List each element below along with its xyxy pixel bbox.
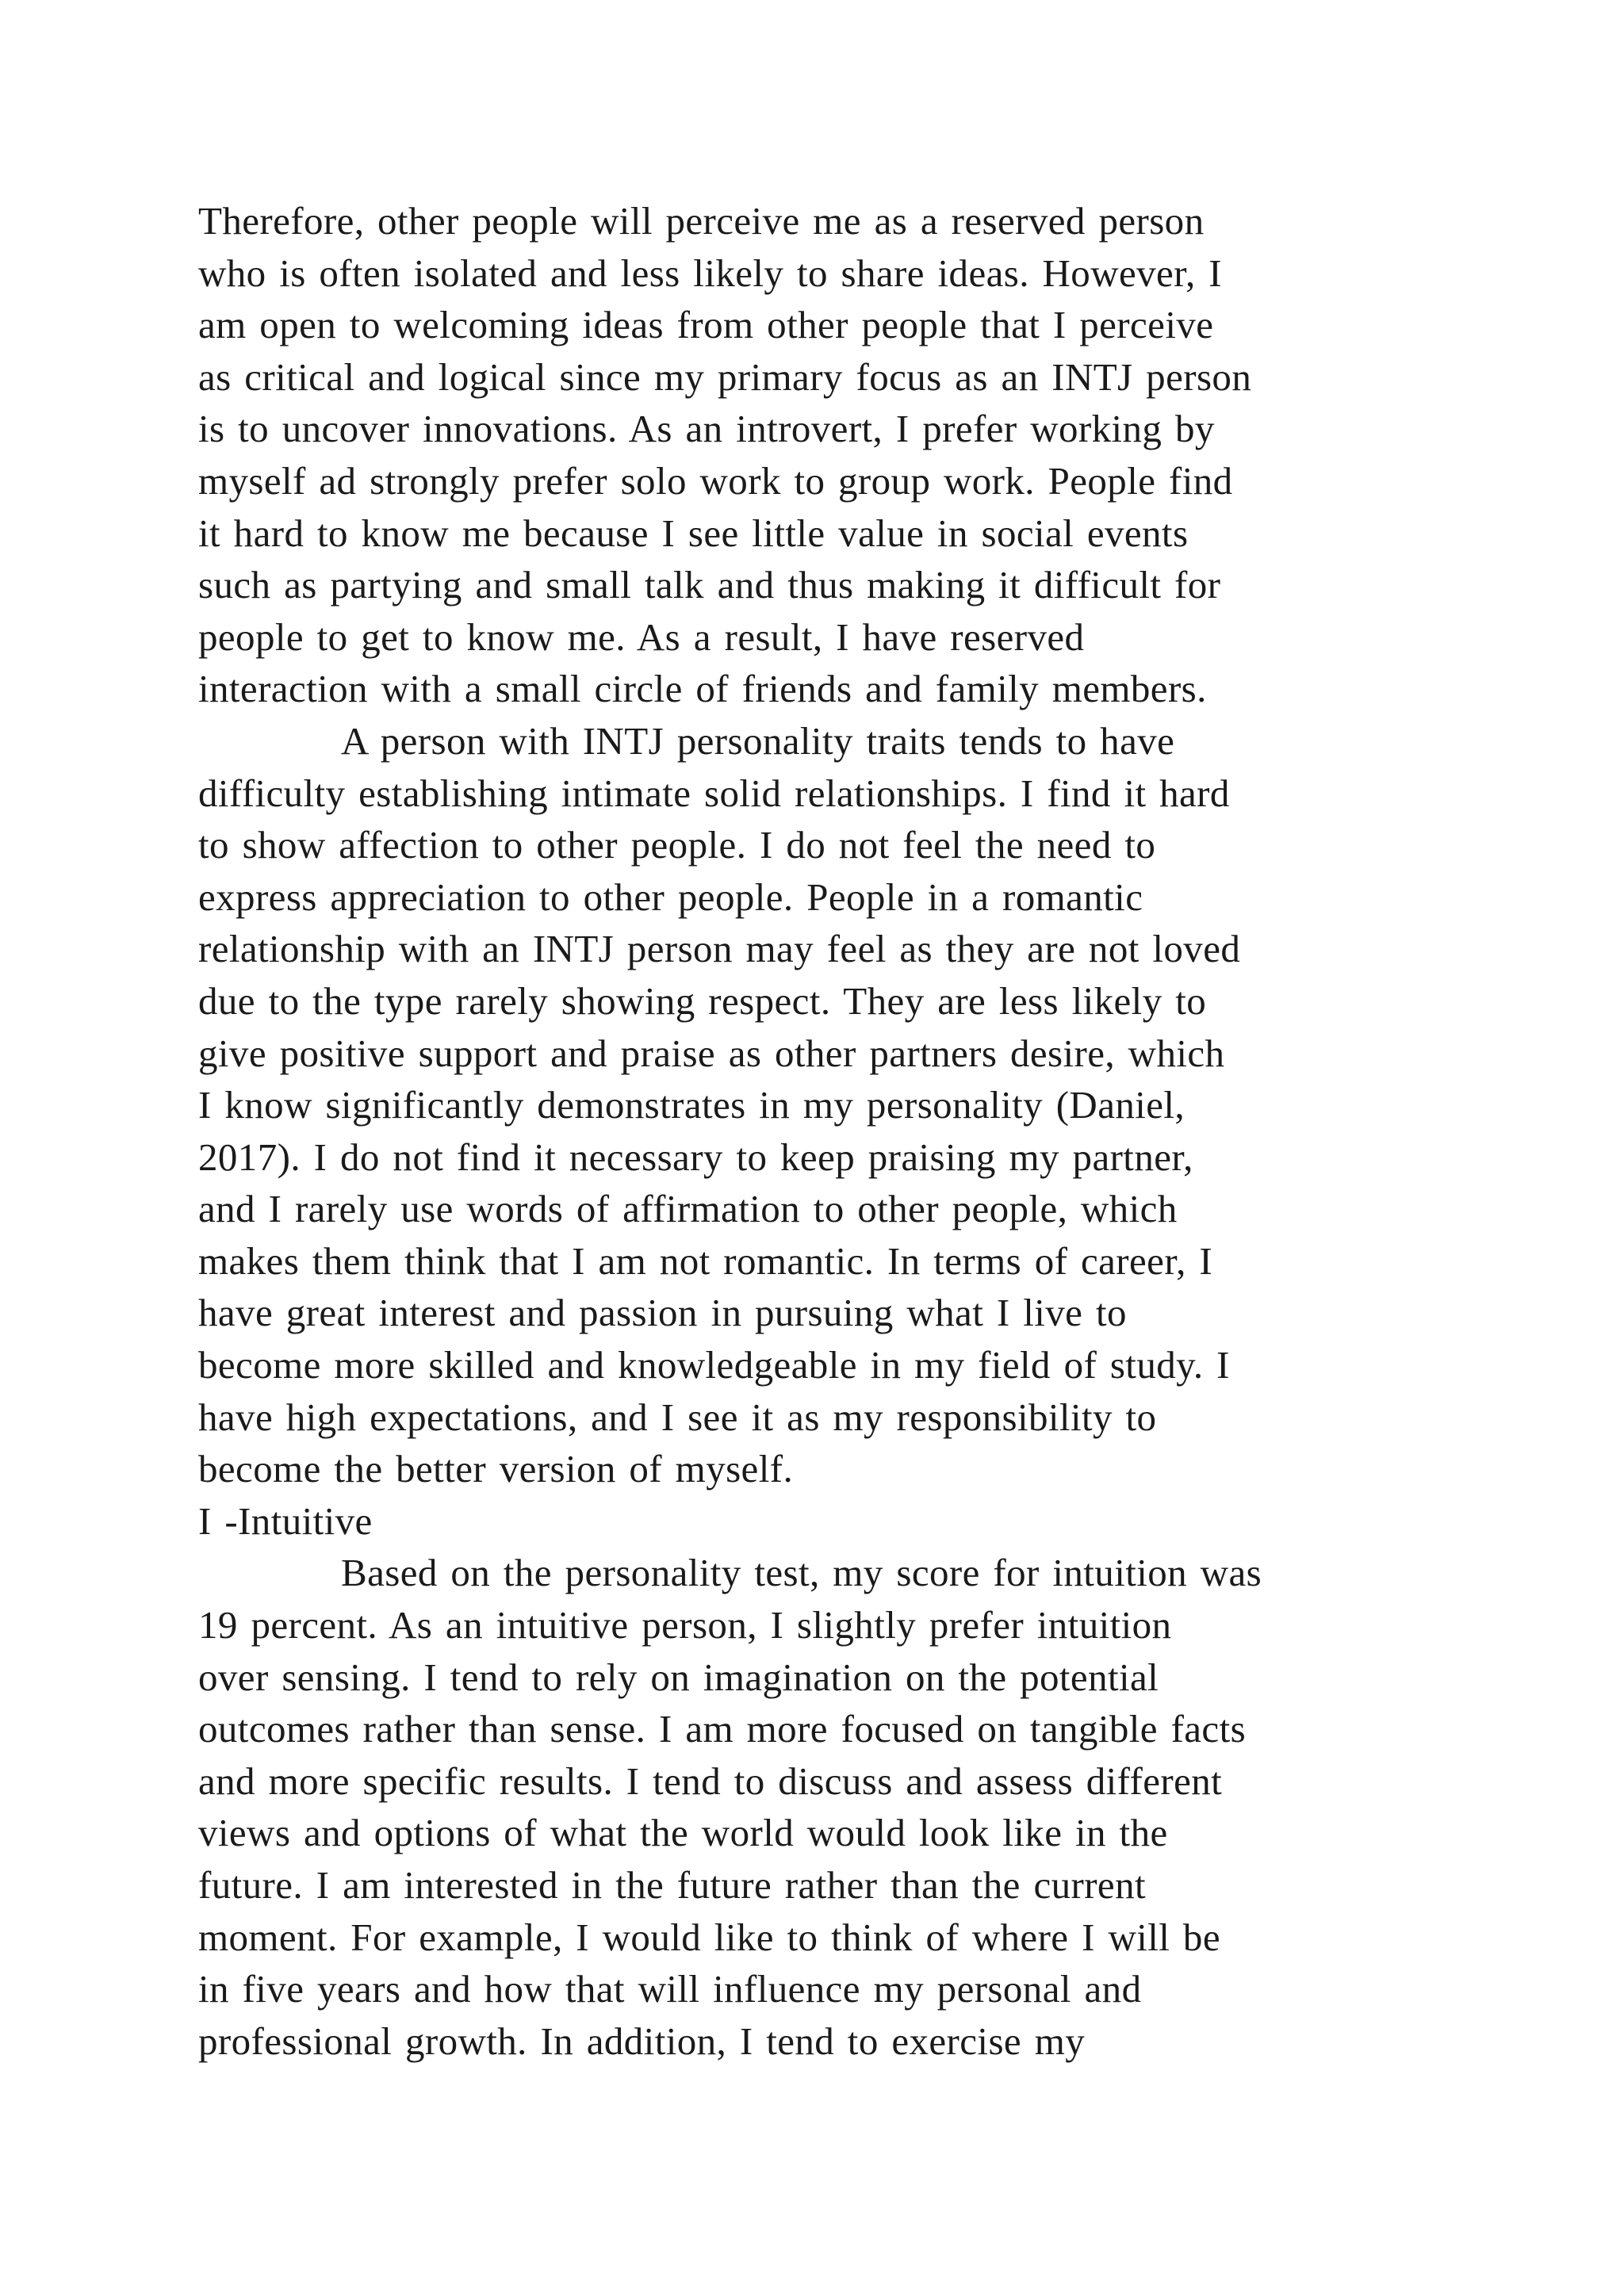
paragraph-2 [198,715,1435,1495]
text-line: as critical and logical since my primary focus as an INTJ person [198,354,1252,399]
text-line: in five years and how that will influence my personal and [198,1967,1142,2011]
text-line: Therefore, other people will perceive me as a reserved person [198,199,1205,243]
text-line: to show affection to other people. I do not feel the need to [198,823,1156,867]
text-line: 2017). I do not find it necessary to keep praising my partner, [198,1135,1193,1179]
text-line: relationship with an INTJ person may feel as they are not loved [198,927,1241,971]
document-body [198,195,1435,2067]
text-line: people to get to know me. As a result, I have reserved [198,614,1085,659]
text-line: views and options of what the world would look like in the [198,1811,1168,1855]
text-line: future. I am interested in the future rather than the current [198,1863,1146,1907]
text-line: have high expectations, and I see it as my responsibility to [198,1395,1157,1439]
text-line: become more skilled and knowledgeable in my field of study. I [198,1343,1230,1387]
text-line: such as partying and small talk and thus making it difficult for [198,563,1221,607]
text-line: myself ad strongly prefer solo work to group work. People find [198,458,1233,503]
text-line: moment. For example, I would like to think of where I will be [198,1915,1220,1959]
text-line: is to uncover innovations. As an introvert, I prefer working by [198,407,1215,451]
text-line: am open to welcoming ideas from other people that I perceive [198,303,1214,347]
text-line: give positive support and praise as other partners desire, which [198,1031,1225,1075]
text-line: makes them think that I am not romantic. In terms of career, I [198,1238,1213,1283]
text-line: A person with INTJ personality traits tends to have [341,718,1175,763]
text-line: and more specific results. I tend to discuss and assess different [198,1758,1223,1803]
section-heading: I -Intuitive [198,1498,373,1543]
paragraph-1 [198,195,1435,715]
text-line: over sensing. I tend to rely on imagination on the potential [198,1655,1159,1699]
text-line: become the better version of myself. [198,1447,794,1491]
text-line: express appreciation to other people. People in a romantic [198,874,1143,919]
text-line: difficulty establishing intimate solid relationships. I find it hard [198,771,1230,815]
text-line: have great interest and passion in pursuing what I live to [198,1291,1127,1335]
text-line: interaction with a small circle of friends and family members. [198,667,1207,711]
text-line: and I rarely use words of affirmation to other people, which [198,1187,1178,1231]
text-line: due to the type rarely showing respect. They are less likely to [198,978,1207,1023]
text-line: I know significantly demonstrates in my personality (Daniel, [198,1083,1185,1127]
text-line: professional growth. In addition, I tend to exercise my [198,2019,1086,2063]
text-line: it hard to know me because I see little value in social events [198,511,1189,555]
text-line: Based on the personality test, my score for intuition was [341,1551,1262,1595]
text-line: 19 percent. As an intuitive person, I slightly prefer intuition [198,1603,1172,1647]
paragraph-3 [198,1547,1435,2067]
text-line: outcomes rather than sense. I am more focused on tangible facts [198,1707,1247,1751]
text-line: who is often isolated and less likely to share ideas. However, I [198,251,1222,295]
